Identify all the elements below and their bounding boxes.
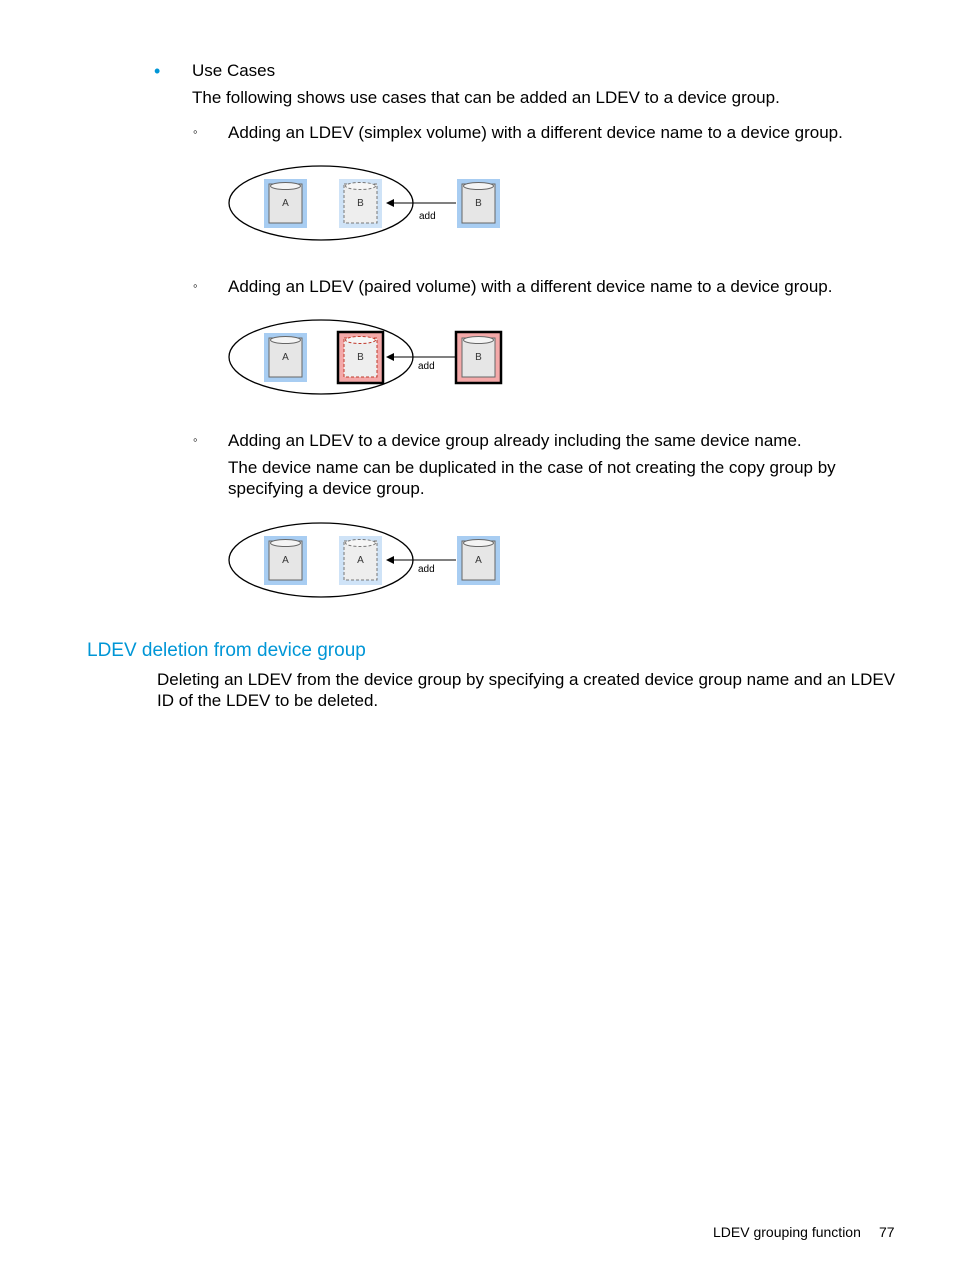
new-ldev-volume bbox=[457, 536, 500, 585]
ldev-b-paired-added-volume bbox=[338, 332, 383, 383]
footer-chapter: LDEV grouping function bbox=[713, 1224, 861, 1240]
sub-bullet: ◦ bbox=[193, 124, 198, 139]
use-case-1-text: Adding an LDEV (simplex volume) with a different device name to a device group. bbox=[228, 123, 843, 142]
ldev-label: A bbox=[282, 198, 289, 209]
use-case-3-note: The device name can be duplicated in the case of not creating the copy group by specifying a device group. bbox=[228, 458, 836, 498]
ldev-label: B bbox=[357, 198, 364, 209]
add-label: add bbox=[418, 564, 435, 575]
ldev-label: B bbox=[475, 198, 482, 209]
use-cases-intro: The following shows use cases that can be added an LDEV to a device group. bbox=[192, 88, 780, 107]
page-number: 77 bbox=[879, 1224, 895, 1240]
ldev-b-added-volume bbox=[339, 179, 382, 228]
add-label: add bbox=[419, 211, 436, 222]
new-ldev-volume bbox=[457, 179, 500, 228]
new-ldev-paired-volume bbox=[456, 332, 501, 383]
device-group-ellipse bbox=[229, 523, 413, 597]
ldev-label: A bbox=[282, 555, 289, 566]
diagram-paired-add bbox=[226, 316, 506, 398]
use-cases-title: Use Cases bbox=[192, 61, 276, 80]
sub-bullet: ◦ bbox=[193, 278, 198, 293]
ldev-a-volume bbox=[264, 536, 307, 585]
device-group-ellipse bbox=[229, 166, 413, 240]
ldev-a-volume bbox=[264, 333, 307, 382]
device-group-ellipse bbox=[229, 320, 413, 394]
arrow-head bbox=[386, 199, 394, 207]
ldev-label: B bbox=[357, 352, 364, 363]
diagram-same-name-add bbox=[226, 519, 506, 601]
ldev-label: B bbox=[475, 352, 482, 363]
bullet-dot: • bbox=[154, 61, 161, 81]
use-case-2-text: Adding an LDEV (paired volume) with a different device name to a device group. bbox=[228, 277, 833, 296]
ldev-label: A bbox=[357, 555, 364, 566]
diagram-simplex-add bbox=[226, 162, 506, 244]
arrow-head bbox=[386, 353, 394, 361]
arrow-head bbox=[386, 556, 394, 564]
add-label: add bbox=[418, 361, 435, 372]
ldev-label: A bbox=[475, 555, 482, 566]
section-heading: LDEV deletion from device group bbox=[87, 640, 366, 661]
section-body: Deleting an LDEV from the device group by specifying a created device group name and an LDEV ID of the LDEV to be deleted. bbox=[157, 670, 896, 710]
ldev-a-volume bbox=[264, 179, 307, 228]
sub-bullet: ◦ bbox=[193, 432, 198, 447]
ldev-label: A bbox=[282, 352, 289, 363]
use-case-3-text: Adding an LDEV to a device group already including the same device name. bbox=[228, 431, 802, 450]
ldev-a-added-volume bbox=[339, 536, 382, 585]
